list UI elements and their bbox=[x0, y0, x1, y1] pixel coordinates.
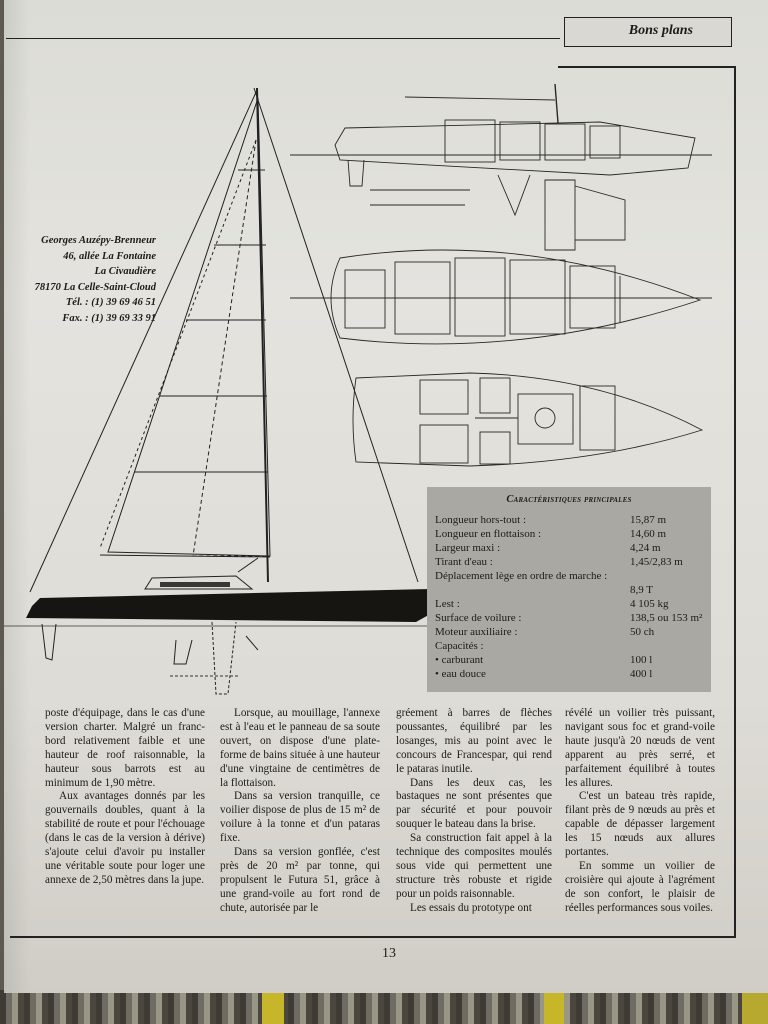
article-paragraph: Dans sa version tranquille, ce voilier dispose de plus de 15 m² de voilure à la tonne et d'un pataras fixe. bbox=[220, 790, 380, 845]
spec-label: Longueur hors-tout : bbox=[435, 514, 527, 526]
specs-box bbox=[427, 487, 711, 692]
address-line: 78170 La Celle-Saint-Cloud bbox=[34, 281, 156, 293]
spec-label: • eau douce bbox=[435, 668, 486, 680]
spec-row bbox=[435, 555, 703, 569]
spec-row bbox=[435, 625, 703, 639]
article-paragraph: Sa construction fait appel à la technique des composites moulés sous vide qui permettent une structure très robuste et rigide pour un poids raisonnable. bbox=[396, 832, 552, 900]
spec-label: • carburant bbox=[435, 654, 484, 666]
address-phone: Tél. : (1) 39 69 46 51 bbox=[65, 297, 156, 308]
spec-value: 15,87 m bbox=[630, 514, 667, 526]
article-paragraph: C'est un bateau très rapide, filant près de 9 nœuds au près et capable de dépasser largement les 15 nœuds aux allures portantes. bbox=[565, 790, 715, 859]
spec-label: Capacités : bbox=[435, 640, 484, 652]
spec-value: 138,5 ou 153 m² bbox=[630, 612, 703, 624]
section-tag: Bons plans bbox=[564, 17, 732, 47]
spec-row bbox=[435, 541, 703, 555]
article-column-4 bbox=[565, 707, 715, 916]
spec-label: Lest : bbox=[435, 598, 460, 610]
designer-address bbox=[16, 233, 156, 326]
address-line: Georges Auzépy-Brenneur bbox=[41, 235, 156, 246]
article-paragraph: Les essais du prototype ont bbox=[410, 901, 532, 914]
deck-accommodation-plan bbox=[290, 250, 712, 344]
hull-profile bbox=[4, 555, 440, 694]
spec-label: Moteur auxiliaire : bbox=[435, 626, 518, 638]
spec-row bbox=[435, 653, 703, 667]
spec-value: 8,9 T bbox=[630, 584, 654, 596]
article-paragraph: En somme un voilier de croisière qui ajoute à l'agrément de son confort, le plaisir de réelles performances sous voiles. bbox=[565, 859, 715, 914]
spec-row bbox=[435, 513, 703, 527]
spec-label: Déplacement lège en ordre de marche : bbox=[435, 570, 608, 582]
address-fax: Fax. : (1) 39 69 33 91 bbox=[62, 312, 156, 324]
spec-label: Tirant d'eau : bbox=[435, 556, 493, 568]
spec-row bbox=[435, 527, 703, 541]
article-column-2 bbox=[220, 707, 380, 916]
article-column-3 bbox=[396, 707, 552, 916]
deck-layout-plan bbox=[353, 373, 702, 466]
spec-value: 1,45/2,83 m bbox=[630, 556, 683, 568]
profile-section-plan bbox=[290, 84, 712, 250]
address-line: La Civaudière bbox=[94, 266, 156, 277]
spec-row bbox=[435, 569, 703, 597]
spec-label: Surface de voilure : bbox=[435, 612, 522, 624]
spec-value: 4 105 kg bbox=[630, 598, 669, 610]
spec-value: 100 l bbox=[630, 654, 653, 666]
specs-title: Caractéristiques principales bbox=[506, 494, 632, 505]
spec-row bbox=[435, 611, 703, 625]
page-number: 13 bbox=[382, 946, 396, 961]
article-paragraph: Dans sa version gonflée, c'est près de 20 m² par tonne, qui propulsent le Futura 51, grâce à une grand-voile au fort rond de chute, autorisée par le bbox=[220, 846, 380, 914]
article-paragraph: Lorsque, au mouillage, l'annexe est à l'eau et le panneau de sa soute ouvert, on dispose d'une plate-forme de bains située à une hauteur d'une vingtaine de centimètres de la flottaison. bbox=[220, 707, 380, 789]
spec-label: Longueur en flottaison : bbox=[435, 528, 542, 540]
spec-value: 14,60 m bbox=[630, 528, 667, 540]
article-column-1 bbox=[45, 707, 205, 888]
article-paragraph: révélé un voilier très puissant, navigant sous foc et grand-voile haute jusqu'à 20 nœuds de vent apparent au près serré, et parfaitement équilibré à toutes les allures. bbox=[565, 707, 715, 789]
article-paragraph: poste d'équipage, dans le cas d'une version charter. Malgré un franc-bord relativement faible et une hauteur de roof raisonnable, la hauteur sous barrots est au minimum de 1,90 mètre. bbox=[45, 707, 205, 789]
spec-row bbox=[435, 597, 703, 611]
address-line: 46, allée La Fontaine bbox=[63, 250, 156, 262]
article-paragraph: gréement à barres de flèches poussantes, équilibré par les losanges, mis au point avec le concours de Francespar, qui rend le pataras inutile. bbox=[396, 707, 552, 775]
spec-row bbox=[435, 667, 703, 681]
article-paragraph: Dans les deux cas, les bastaques ne sont présentes que par sécurité et pour pouvoir souquer le bateau dans la brise. bbox=[396, 776, 552, 831]
spec-value: 50 ch bbox=[630, 626, 655, 638]
spec-label: Largeur maxi : bbox=[435, 542, 501, 554]
spec-value: 4,24 m bbox=[630, 542, 661, 554]
article-paragraph: Aux avantages donnés par les gouvernails doubles, quant à la stabilité de route et pour l'échouage (dans le cas de la version à dérive) s'ajoute celui d'avoir pu installer une véritable soute pour loger une annexe de 2,50 mètres dans la jupe. bbox=[45, 790, 205, 886]
spec-value: 400 l bbox=[630, 668, 653, 680]
spec-row bbox=[435, 639, 703, 653]
